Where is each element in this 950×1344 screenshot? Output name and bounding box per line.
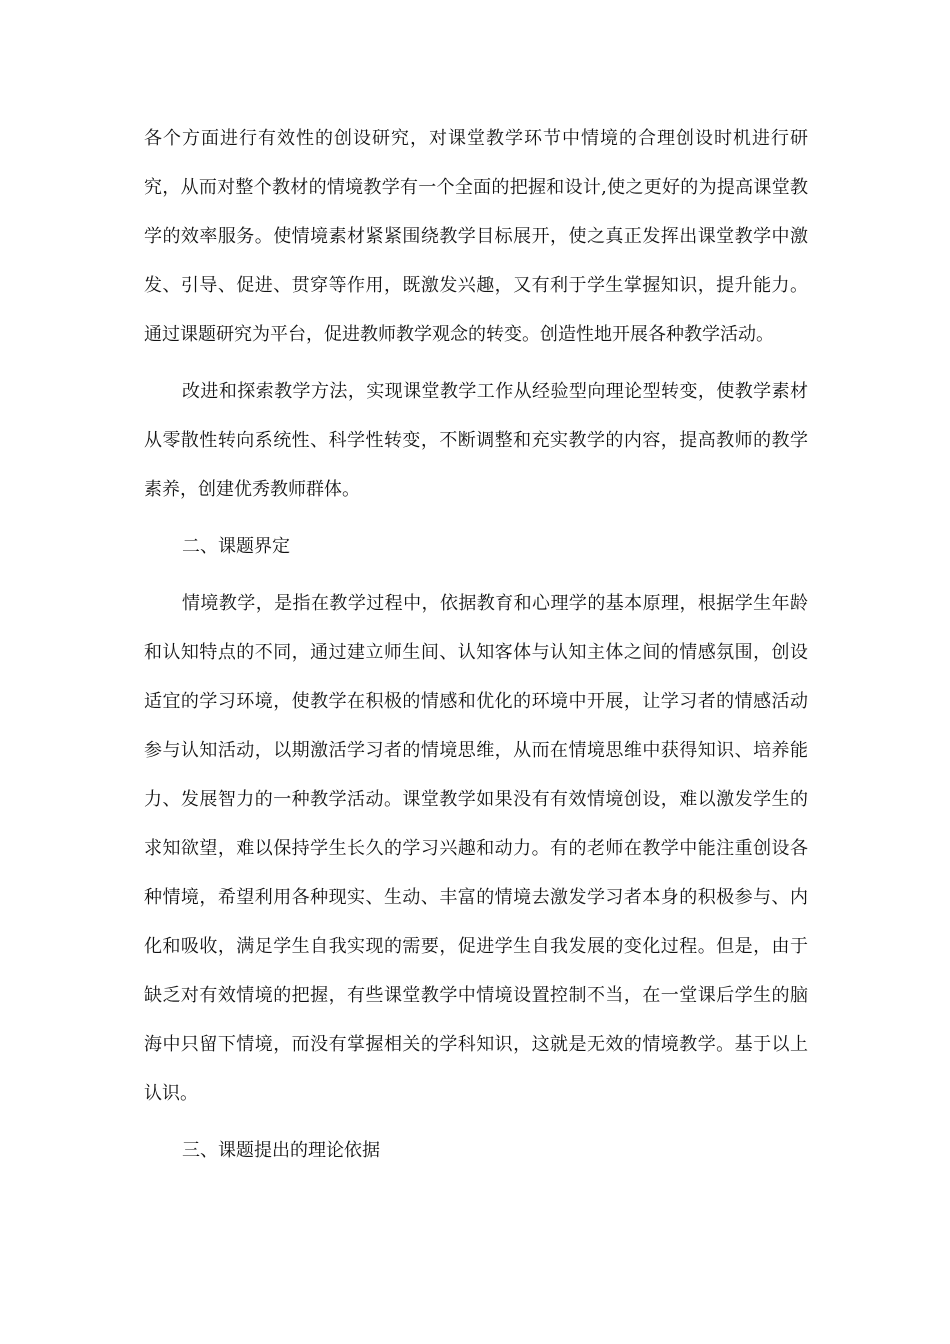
section-heading-definition: 二、课题界定	[182, 536, 290, 557]
document-body	[144, 114, 808, 1183]
paragraph-situational-teaching-definition: 情境教学，是指在教学过程中，依据教育和心理学的基本原理，根据学生年龄和认知特点的不同，通过建立师生间、认知客体与认知主体之间的情感氛围，创设适宜的学习环境，使教学在积极的情感和优化的环境中开展，让学习者的情感活动参与认知活动，以期激活学习者的情境思维，从而在情境思维中获得知识、培养能力、发展智力的一种教学活动。课堂教学如果没有有效情境创设，难以激发学生的求知欲望，难以保持学生长久的学习兴趣和动力。有的老师在教学中能注重创设各种情境，希望利用各种现实、生动、丰富的情境去激发学习者本身的积极参与、内化和吸收，满足学生自我实现的需要，促进学生自我发展的变化过程。但是，由于缺乏对有效情境的把握，有些课堂教学中情境设置控制不当，在一堂课后学生的脑海中只留下情境，而没有掌握相关的学科知识，这就是无效的情境教学。基于以上认识。	[144, 593, 808, 1104]
section-heading-theoretical-basis: 三、课题提出的理论依据	[182, 1140, 380, 1161]
paragraph-teaching-methods: 改进和探索教学方法，实现课堂教学工作从经验型向理论型转变，使教学素材从零散性转向系统性、科学性转变，不断调整和充实教学的内容，提高教师的教学素养，创建优秀教师群体。	[144, 381, 808, 500]
paragraph-research-continuation: 各个方面进行有效性的创设研究，对课堂教学环节中情境的合理创设时机进行研究，从而对整个教材的情境教学有一个全面的把握和设计,使之更好的为提高课堂教学的效率服务。使情境素材紧紧围绕教学目标展开，使之真正发挥出课堂教学中激发、引导、促进、贯穿等作用，既激发兴趣，又有利于学生掌握知识，提升能力。通过课题研究为平台，促进教师教学观念的转变。创造性地开展各种教学活动。	[144, 128, 808, 345]
